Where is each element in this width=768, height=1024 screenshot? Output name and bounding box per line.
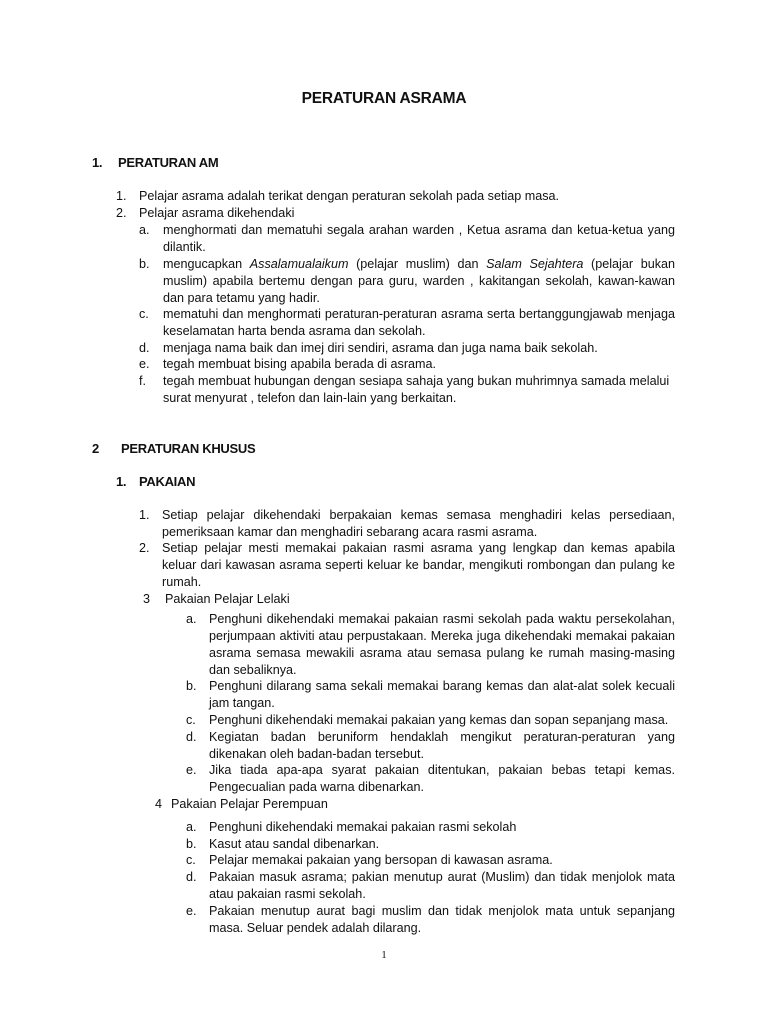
sublist-item: Pakaian masuk asrama; pakian menutup aurat (Muslim) dan tidak menjolok mata atau pakaian rasmi sekolah. — [209, 870, 675, 901]
sublist-item: Penghuni dikehendaki memakai pakaian rasmi sekolah — [209, 820, 517, 834]
list-marker: 1. — [116, 189, 127, 203]
sublist-marker: d. — [139, 341, 150, 355]
list-marker: 2. — [139, 541, 150, 555]
sublist-item: Pelajar memakai pakaian yang bersopan di kawasan asrama. — [209, 853, 553, 867]
sublist-marker: f. — [139, 374, 146, 388]
text-run: (pelajar muslim) dan — [348, 257, 487, 271]
section-1-number: 1. — [92, 155, 103, 170]
sublist-item: menjaga nama baik dan imej diri sendiri, asrama dan juga nama baik sekolah. — [163, 341, 598, 355]
sublist-marker: d. — [186, 870, 197, 884]
italic-term: Assalamualaikum — [249, 257, 349, 271]
sublist-marker: b. — [139, 257, 150, 271]
sublist-item — [163, 256, 675, 307]
sublist-item: Pakaian menutup aurat bagi muslim dan tidak menjolok mata untuk sepanjang masa. Seluar pendek adalah dilarang. — [209, 904, 675, 935]
section-2-heading: PERATURAN KHUSUS — [121, 441, 256, 456]
text-run: mengucapkan — [163, 257, 250, 271]
sublist-item: tegah membuat bising apabila berada di asrama. — [163, 357, 437, 371]
sublist-marker: b. — [186, 837, 197, 851]
text-run: (pelajar bukan muslim) apabila bertemu dengan para guru, warden , kakitangan sekolah, kawan-kawan dan para tetamu yang hadir. — [163, 257, 676, 305]
sublist-marker: c. — [186, 713, 196, 727]
sublist-item: Penghuni dilarang sama sekali memakai barang kemas dan alat-alat solek kecuali jam tangan. — [209, 679, 675, 710]
sublist-marker: e. — [186, 904, 197, 918]
list-item: Setiap pelajar mesti memakai pakaian rasmi asrama yang lengkap dan kemas apabila keluar dari kawasan asrama seperti keluar ke bandar, mengikuti rombongan dan pulang ke rumah. — [162, 541, 675, 589]
section-2-number: 2 — [92, 441, 99, 456]
list-marker: 2. — [116, 206, 127, 220]
list-marker: 4 — [155, 797, 163, 811]
sublist-item: Penghuni dikehendaki memakai pakaian rasmi sekolah pada waktu persekolahan, perjumpaan aktiviti atau perpustakaan. Mereka juga dikehendaki memakai pakaian asrama semasa mewakili asrama atau semasa pulang ke rumah masing-masing dan sebaliknya. — [209, 612, 675, 677]
page-number: 1 — [381, 949, 387, 961]
sublist-item: Kasut atau sandal dibenarkan. — [209, 837, 380, 851]
list-marker: 3 — [143, 592, 151, 606]
sublist-marker: a. — [186, 612, 197, 626]
sublist-item: Jika tiada apa-apa syarat pakaian ditentukan, pakaian bebas tetapi kemas. Pengecualian pada warna dibenarkan. — [209, 763, 675, 794]
sublist-marker: b. — [186, 679, 197, 693]
sublist-marker: e. — [139, 357, 150, 371]
list-item: Pelajar asrama dikehendaki — [139, 206, 295, 220]
sublist-marker: c. — [139, 307, 149, 321]
page-title: PERATURAN ASRAMA — [301, 90, 467, 107]
section-1-heading: PERATURAN AM — [118, 155, 219, 170]
sublist-marker: c. — [186, 853, 196, 867]
sublist-item: Kegiatan badan beruniform hendaklah mengikut peraturan-peraturan yang dikenakan oleh badan-badan tersebut. — [209, 730, 675, 761]
sublist-marker: e. — [186, 763, 197, 777]
sublist-marker: a. — [186, 820, 197, 834]
sublist-item: mematuhi dan menghormati peraturan-peraturan asrama serta bertanggungjawab menjaga keselamatan harta benda asrama dan sekolah. — [163, 307, 675, 338]
list-item: Pelajar asrama adalah terikat dengan peraturan sekolah pada setiap masa. — [139, 189, 560, 203]
sublist-item: Penghuni dikehendaki memakai pakaian yang kemas dan sopan sepanjang masa. — [209, 713, 669, 727]
sublist-marker: a. — [139, 223, 150, 237]
sublist-item: tegah membuat hubungan dengan sesiapa sahaja yang bukan muhrimnya samada melalui surat menyurat , telefon dan lain-lain yang berkaitan. — [163, 374, 670, 405]
subsection-heading: PAKAIAN — [139, 474, 196, 489]
subsection-number: 1. — [116, 474, 127, 489]
sublist-item: menghormati dan mematuhi segala arahan warden , Ketua asrama dan ketua-ketua yang dilantik. — [163, 223, 675, 254]
group-label: Pakaian Pelajar Lelaki — [165, 592, 290, 606]
list-marker: 1. — [139, 508, 150, 522]
italic-term: Salam Sejahtera — [486, 257, 584, 271]
sublist-marker: d. — [186, 730, 197, 744]
list-item: Setiap pelajar dikehendaki berpakaian kemas semasa menghadiri kelas persediaan, pemeriksaan kamar dan menghadiri sebarang acara rasmi asrama. — [162, 508, 675, 539]
group-label: Pakaian Pelajar Perempuan — [171, 797, 328, 811]
